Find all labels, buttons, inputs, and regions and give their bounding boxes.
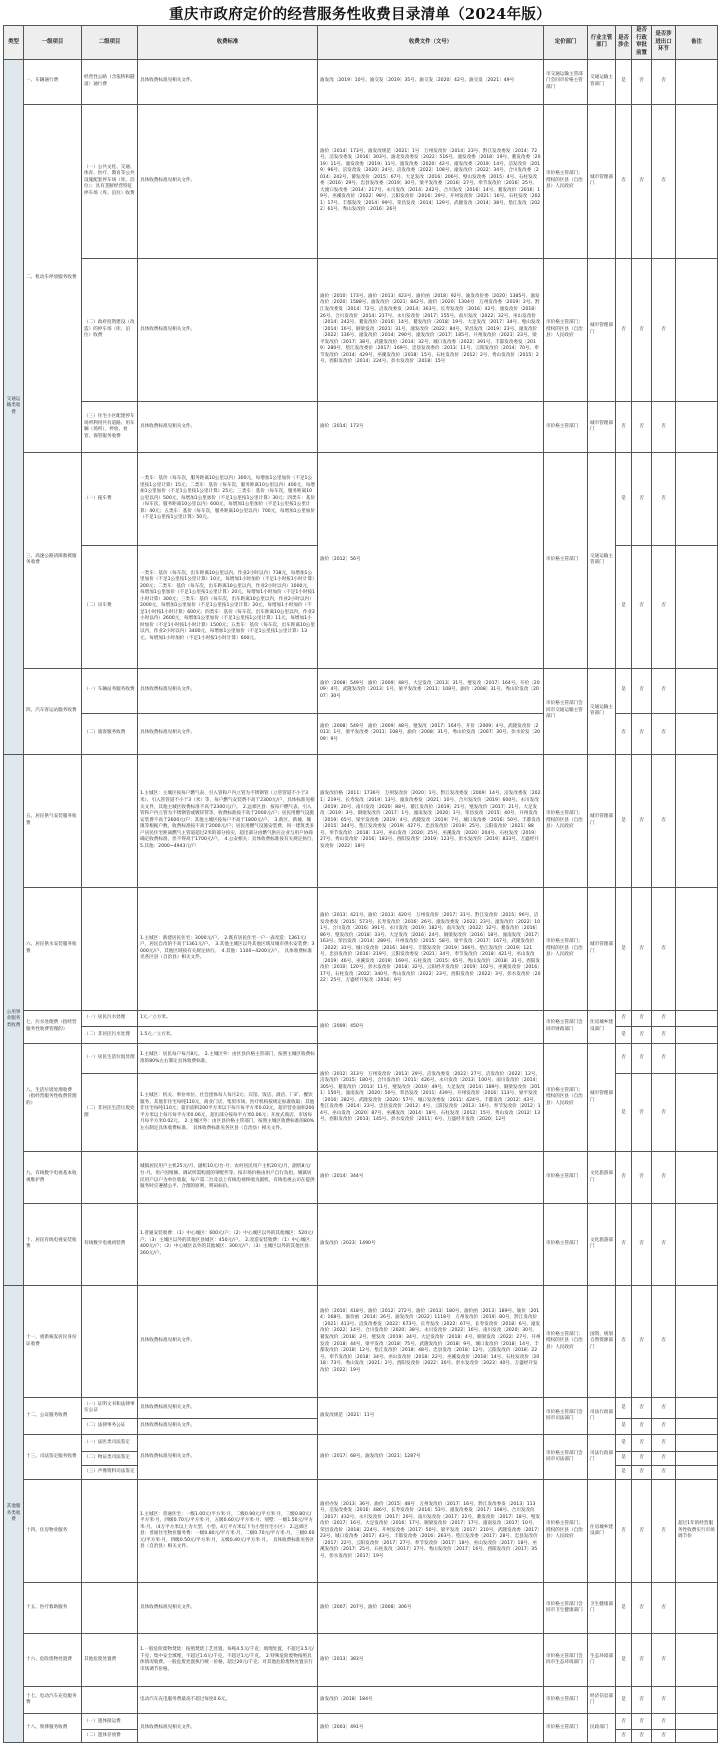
import-export-flag-cell: 否 [652, 1634, 676, 1687]
fee-standard-cell: 具体收费标准见相关文件。 [138, 1285, 318, 1398]
pricing-dept-cell: 市价格主管部门会同市交通运输主管部门 [544, 668, 588, 754]
import-export-flag-cell: 否 [652, 887, 676, 1010]
approval-flag-cell: 否 [632, 1010, 652, 1026]
enterprise-flag-cell: 否 [616, 258, 632, 402]
secondary-item-cell: （二）物证类司法鉴定 [82, 1451, 138, 1465]
fee-standard-cell: 一类车：基价（每车次，服务距离10公里以内）300元，每增加1公里加价（不足1公里按1公里计算）15元；二类车：基价（每车次，服务距离10公里以内）400元，每增加1公里加价（不足1公里按1公里计算）25元；三类车：基价（每车次，服务距离10公里以内）500元，每增加1公里加价（不足1公里按1公里计算）30元；四类车：基价（每车次，服务距离10公里以内）600元，每增加1公里加价（不足1公里按1公里计算）40元；五类车：基价（每车次，服务距离10公里以内）700元，每增加1公里加价（不足1公里按1公里计算）50元。 [138, 453, 318, 545]
secondary-item-cell: （三）声像资料司法鉴定 [82, 1466, 138, 1480]
enterprise-flag-cell: 否 [616, 104, 632, 258]
primary-item-cell: 四、汽车客运站服务收费 [24, 668, 82, 754]
remark-cell [676, 59, 718, 104]
fee-document-cell: 渝价〔2012〕56号 [318, 453, 544, 668]
fee-standard-cell: 1元／立方米。 [138, 1010, 318, 1026]
remark-cell [676, 887, 718, 1010]
import-export-flag-cell: 否 [652, 545, 676, 668]
remark-cell [676, 1152, 718, 1203]
primary-item-cell: 三、高速公路清障救援服务收费 [24, 453, 82, 668]
approval-flag-cell: 否 [632, 402, 652, 453]
secondary-item-cell: （一）证明文书和法律事实公证 [82, 1398, 138, 1419]
secondary-item-cell: （二）非居民污水处理 [82, 1027, 138, 1043]
column-header: 定价部门 [544, 26, 588, 60]
approval-flag-cell: 否 [632, 1152, 652, 1203]
enterprise-flag-cell: 是 [616, 1398, 632, 1419]
enterprise-flag-cell: 是 [616, 453, 632, 545]
table-row [4, 754, 718, 887]
import-export-flag-cell: 否 [652, 402, 676, 453]
fee-document-cell: 渝府办发〔2013〕36号、渝价〔2015〕48号 万州发改价〔2017〕16号、黔江发改委发〔2013〕113号、涪发改委发〔2016〕486号、长寿发改价〔2016〕53号、潼发改委发〔2017〕108号、合川发改价〔2017〕432号、永川发改价〔2017〕20号、南川发改价〔2017〕22号、綦发改价〔2017〕18号、璧发改价〔2017〕16号、大足发改价〔2016〕17号、铜梁发改价〔2017〕17号、潼南发改〔2017〕10号、荣昌发改价〔2018〕224号、开州发改委〔2017〕50号、梁平发改〔2017〕210号、武隆发改委〔2017〕23号、城口发改委〔2017〕43号、丰都发改委〔2016〕263号、垫江发改委〔2017〕28号、忠县发改价〔2017〕22号、云阳发改价〔2017〕27号、奉节发改价〔2017〕18号、巫山发改价〔2017〕18号、巫溪发改价〔2017〕25号、石柱发改〔2017〕27号、秀山发改价〔2017〕16号、酉阳发改价〔2017〕35号、彭水发改价〔2017〕19号 [318, 1480, 544, 1583]
approval-flag-cell: 否 [632, 104, 652, 258]
pricing-dept-cell: 市价格主管部门会同市司法部门 [544, 1435, 588, 1480]
fee-standard-cell: 具体收费标准见相关文件。 [138, 713, 318, 754]
table-row [4, 1043, 718, 1074]
enterprise-flag-cell: 是 [616, 668, 632, 713]
enterprise-flag-cell: 是 [616, 1074, 632, 1152]
primary-item-cell: 十二、公证服务收费 [24, 1398, 82, 1435]
pricing-dept-cell: 市价格主管部门 [544, 453, 588, 668]
column-header: 备注 [676, 26, 718, 60]
primary-item-cell: 十六、危险废物处置费 [24, 1634, 82, 1687]
enterprise-flag-cell: 是 [616, 1466, 632, 1480]
fee-standard-cell: 城镇居民用户主机25元/月，副机10元/台·月；农村居民用户主机20元/月，副机8元/台·月。用户因维修、调试所需购置的零配件等，按市场价格由用户自行负担。城镇居民用户以户为单位收取，每户第二台及以上有线电视终端为副机，有线电视公司在提供服务时应遵循公平、合理的原则，明码标价。 [138, 1152, 318, 1203]
approval-flag-cell: 否 [632, 1582, 652, 1633]
industry-dept-cell: 司法行政部门 [588, 1398, 616, 1435]
industry-dept-cell: 文化旅游部门 [588, 1203, 616, 1285]
fee-standard-cell: 具体收费标准见相关文件。 [138, 402, 318, 453]
industry-dept-cell: 卫生健康部门 [588, 1582, 616, 1633]
table-row [4, 887, 718, 1010]
enterprise-flag-cell: 否 [616, 1152, 632, 1203]
industry-dept-cell: 交通运输主管部门 [588, 668, 616, 754]
approval-flag-cell: 否 [632, 1027, 652, 1043]
secondary-item-cell: （一）拖车费 [82, 453, 138, 545]
fee-standard-cell: 具体收费标准见相关文件。 [138, 1418, 318, 1434]
fee-standard-cell: 电动汽车充电服务费最高不超过每度0.6元。 [138, 1687, 318, 1714]
industry-dept-cell: 民政部门 [588, 1714, 616, 1743]
pricing-dept-cell: 市价格主管部门；授权的区县（自治县）人民政府 [544, 1043, 588, 1152]
pricing-dept-cell: 市价格主管部门 [544, 1203, 588, 1285]
remark-cell [676, 713, 718, 754]
column-header: 收费标准 [138, 26, 318, 60]
remark-cell [676, 1435, 718, 1451]
import-export-flag-cell: 否 [652, 1466, 676, 1480]
approval-flag-cell: 否 [632, 1043, 652, 1074]
remark-cell [676, 1466, 718, 1480]
import-export-flag-cell: 否 [652, 1418, 676, 1434]
remark-cell [676, 1027, 718, 1043]
import-export-flag-cell: 否 [652, 1152, 676, 1203]
enterprise-flag-cell: 是 [616, 1634, 632, 1687]
remark-cell: 超过1年的经营服务性收费实行市场调节价 [676, 1480, 718, 1583]
industry-dept-cell: 国资、规划自然资源部门 [588, 1285, 616, 1398]
secondary-item-cell: （一）遗体接运费 [82, 1714, 138, 1730]
table-row [4, 1010, 718, 1026]
industry-dept-cell: 城市管理部门 [588, 258, 616, 402]
fee-document-cell: 渝价〔2007〕207号、渝价〔2008〕306号 [318, 1582, 544, 1633]
enterprise-flag-cell: 是 [616, 1418, 632, 1434]
column-header: 是否行政审批前置 [632, 26, 652, 60]
fee-document-cell: 渝价〔2003〕491号 [318, 1714, 544, 1743]
fee-document-cell: 渝价〔2008〕549号 渝价〔2009〕48号、璧发改〔2017〕164号、开价〔2009〕4号、武隆发改价〔2013〕1号、梁平发改委〔2011〕108号、渝价〔2008〕31号、秀山价发改〔2007〕30号、彭水价发〔2009〕9号 [318, 713, 544, 754]
table-header-row [4, 26, 718, 60]
approval-flag-cell: 否 [632, 668, 652, 713]
enterprise-flag-cell: 是 [616, 59, 632, 104]
fee-standard-cell: 具体收费标准见相关文件。 [138, 59, 318, 104]
industry-dept-cell: 住房城乡建设部门 [588, 1480, 616, 1583]
approval-flag-cell: 否 [632, 713, 652, 754]
pricing-dept-cell: 市交通运输主管部门会同市价格主管部门 [544, 59, 588, 104]
remark-cell [676, 1203, 718, 1285]
secondary-item-cell: （一）法医类司法鉴定 [82, 1435, 138, 1451]
import-export-flag-cell: 否 [652, 1203, 676, 1285]
fee-standard-cell: 具体收费标准见相关文件。 [138, 1714, 318, 1743]
approval-flag-cell: 否 [632, 754, 652, 887]
pricing-dept-cell: 市价格主管部门会同市卫生健康部门 [544, 1582, 588, 1633]
import-export-flag-cell: 否 [652, 258, 676, 402]
import-export-flag-cell: 否 [652, 1714, 676, 1730]
fee-document-cell: 渝价〔2014〕173号 [318, 402, 544, 453]
table-row [4, 1582, 718, 1633]
pricing-dept-cell: 市价格主管部门会同市司法部门 [544, 1398, 588, 1435]
approval-flag-cell: 否 [632, 1203, 652, 1285]
fee-standard-cell: 具体收费标准见相关文件。 [138, 668, 318, 713]
fee-type-cell: 交通运输类收费 [4, 59, 24, 754]
fee-document-cell: 渝发改价〔2018〕184号 [318, 1687, 544, 1714]
import-export-flag-cell: 否 [652, 1687, 676, 1714]
fee-standard-cell: 1.主城区：普通住宅：一级1.00元/平方米·月，二级0.90元/平方米·月，三级0.80元/平方米·月，四级0.70元/平方米·月，五级0.60元/平方米·月；别墅：一级1.50元/平方米·月。（4万平方米以上为大型、小型、4万平方米以下为小型住宅小区） 2.远郊区县：普通住宅物业服务费：一级0.80元/平方米·月，二级0.70元/平方米·月，三级0.60元/平方米·月，四级0.50元/平方米·月，五级0.40元/平方米·月。 具体收费标准见各区县（自治县）相关文件。 [138, 1480, 318, 1583]
secondary-item-cell: 经营性公路（含依桥和隧道）通行费 [82, 59, 138, 104]
remark-cell [676, 402, 718, 453]
primary-item-cell: 十八、殡葬服务收费 [24, 1714, 82, 1743]
table-row [4, 59, 718, 104]
fee-catalog-table [3, 25, 718, 1743]
fee-document-cell: 渝价〔2008〕549号 渝价〔2009〕48号、大足发改〔2013〕31号、璧发改〔2017〕164号、开价〔2009〕4号、武隆发改价〔2013〕1号、梁平发改委〔2011〕108号、渝价〔2008〕31号、秀山价发改〔2007〕30号 [318, 668, 544, 713]
table-row [4, 1152, 718, 1203]
primary-item-cell: 十四、住房物业服务 [24, 1480, 82, 1583]
approval-flag-cell: 否 [632, 1634, 652, 1687]
fee-type-cell: 其他服务类收费 [4, 1285, 24, 1742]
column-header: 是否涉进出口环节 [652, 26, 676, 60]
secondary-item-cell: 有线数字电视初装费 [82, 1203, 138, 1285]
import-export-flag-cell: 否 [652, 453, 676, 545]
fee-standard-cell: 具体收费标准见相关文件。 [138, 1398, 318, 1419]
primary-item-cell: 六、居民供水安装服务收费 [24, 887, 82, 1010]
primary-item-cell: 八、生活垃圾处理收费（指经营服务性收费管理的） [24, 1043, 82, 1152]
column-header: 行业主管部门 [588, 26, 616, 60]
fee-standard-cell: 一类车：基价（每车次，出车距离10公里以内，作业2小时以内）738元，每增加1公里加价（不足1公里按1公里计算）10元，每增加1小时加价（不足1小时按1小时计算）200元；二类车：基价（每车次，出车距离10公里以内，作业2小时以内）1000元，每增加1公里加价（不足1公里按1公里计算）20元，每增加1小时加价（不足1小时按1小时计算）300元；三类车：基价（每车次，出车距离10公里以内，作业2小时以内）2000元，每增加1公里加价（不足1公里按1公里计算）20元，每增加1小时加价（不足1小时按1小时计算）600元；四类车：基价（每车次，出车距离10公里以内，作业2小时以内）2600元，每增加1公里加价（不足1公里按1公里计算）11元，每增加1小时加价（不足1小时按1小时计算）1500元；五类车：基价（每车次，出车距离10公里以内，作业2小时以内）3400元，每增加1公里加价（不足1公里按1公里计算）13元，每增加1小时加价（不足1小时按1小时计算）600元。 [138, 545, 318, 668]
industry-dept-cell: 生态环境部门 [588, 1634, 616, 1687]
approval-flag-cell: 否 [632, 1714, 652, 1730]
secondary-item-cell: （一）居民生活垃圾处理 [82, 1043, 138, 1074]
approval-flag-cell: 否 [632, 1285, 652, 1398]
remark-cell [676, 258, 718, 402]
remark-cell [676, 1714, 718, 1730]
pricing-dept-cell: 市价格主管部门 [544, 1687, 588, 1714]
industry-dept-cell: 城市管理部门 [588, 402, 616, 453]
secondary-item-cell: （二）法律事务公证 [82, 1418, 138, 1434]
primary-item-cell: 一、车辆通行费 [24, 59, 82, 104]
enterprise-flag-cell: 是 [616, 887, 632, 1010]
import-export-flag-cell: 否 [652, 1398, 676, 1419]
approval-flag-cell: 否 [632, 545, 652, 668]
pricing-dept-cell: 市价格主管部门 [544, 1152, 588, 1203]
fee-document-cell: 渝价〔2012〕313号 万州发改价〔2013〕29号、涪发改委发〔2022〕27号、涪发改价〔2022〕12号、涪发改价〔2015〕180号、合川发改价〔2011〕426号、永川发改〔2013〕100号、南川发改价〔2014〕305号、綦发改价〔2013〕11号、璧发改价〔2019〕49号、大足发改〔2014〕189号、铜梁发改价〔2011〕150号、潼南发改〔2020〕50号、荣昌发改〔2011〕439号、开州发改价〔2016〕113号、梁平发改〔2016〕282号、武隆发改价〔2020〕57号、城口发改委发〔2011〕424号、丰都发改〔2012〕43号、垫江发改委〔2014〕23号、忠县发改价〔2012〕4号、云阳发改价〔2013〕16号、奉节发改价〔2012〕14号、巫山发改〔2020〕87号、巫溪发改〔2014〕18号、石柱发改〔2012〕15号、秀山发改〔2012〕13号、酉阳发改价〔2013〕145号、彭水发改价〔2011〕6号、万盛经开发改〔2020〕12号 [318, 1043, 544, 1152]
fee-document-cell: 渝价〔2009〕450号 [318, 1010, 544, 1043]
secondary-item-cell [82, 754, 138, 887]
approval-flag-cell: 否 [632, 1074, 652, 1152]
approval-flag-cell: 否 [632, 1418, 652, 1434]
pricing-dept-cell: 市价格主管部门会同市生态环境部门 [544, 1634, 588, 1687]
column-header: 类型 [4, 26, 24, 60]
remark-cell [676, 1582, 718, 1633]
fee-document-cell: 渝价〔2017〕68号、渝发改价〔2021〕1287号 [318, 1435, 544, 1480]
table-row [4, 104, 718, 258]
primary-item-cell: 十七、电动汽车充电服务费 [24, 1687, 82, 1714]
pricing-dept-cell: 市价格主管部门；授权的区县（自治县）人民政府 [544, 754, 588, 887]
enterprise-flag-cell: 否 [616, 1480, 632, 1583]
approval-flag-cell: 否 [632, 1687, 652, 1714]
secondary-item-cell [82, 1582, 138, 1633]
table-row [4, 1203, 718, 1285]
industry-dept-cell: 司法行政部门 [588, 1435, 616, 1480]
fee-type-cell: 公用事业服务类收费 [4, 754, 24, 1285]
column-header: 是否涉企 [616, 26, 632, 60]
secondary-item-cell [82, 1152, 138, 1203]
approval-flag-cell: 否 [632, 1398, 652, 1419]
fee-document-cell: 渝价〔2014〕344号 [318, 1152, 544, 1203]
fee-document-cell: 渝发改价〔2023〕1490号 [318, 1203, 544, 1285]
fee-document-cell: 渝价〔2013〕383号 [318, 1634, 544, 1687]
import-export-flag-cell: 否 [652, 713, 676, 754]
secondary-item-cell: 其他危废处置费 [82, 1634, 138, 1687]
remark-cell [676, 1730, 718, 1743]
table-row [4, 668, 718, 713]
enterprise-flag-cell: 是 [616, 1582, 632, 1633]
fee-standard-cell: 1.一般危险废物焚烧：按照焚烧工艺处置，每吨4.5元/千克；填埋处置，不超过3.5元/千克；集中安全填埋，不超过1.6元/千克，不超过1元/千克。 2.特殊危险废物按照具体情况收费。一般危废处置执行统一价格，超过20元/千克；对其他危险废物处置实行市场调节价格。 [138, 1634, 318, 1687]
remark-cell [676, 754, 718, 887]
enterprise-flag-cell: 否 [616, 1203, 632, 1285]
remark-cell [676, 668, 718, 713]
secondary-item-cell [82, 1480, 138, 1583]
secondary-item-cell: （二）政府投资建设（改造）的停车场（库、泊位）收费 [82, 258, 138, 402]
approval-flag-cell: 否 [632, 258, 652, 402]
fee-standard-cell: 1.主城区：主城区按每户燃气表、引入管和户内立管为不锈钢管（立管管道不小于3米）、引入管管道不小于3（米）等，每户燃气安装费不高于2300元/户，具体标准见相关文件，其他主城区收费标准不高于2300元/户。 2.远郊区县：按每户燃气表、引入管和户内立管为不锈钢管或镀锌管等，收费标准按不高于2000元/户；居民用燃气设施安装费不高于2600元/户；其他主城区按每户不高于1800元/户。 3.新区、新城、城镇等根据户数，收费标准按不高于2000元/户；居民用燃气设施安装费，同一建筑类多户居民住宅距离燃气主管道超过2米的部分按实，超出部分由燃气供应企业与用户协商确定收费标准，但不得高于1700元/户。 4.公安相关：具体收费标准按有关规定执行。 5.其他：2000~4943元/户 [138, 754, 318, 887]
approval-flag-cell: 否 [632, 1730, 652, 1743]
secondary-item-cell: （三）住宅小区配建停车场所利用共有道路、用车辆（场所）、停放、看管、保管服务收费 [82, 402, 138, 453]
remark-cell [676, 545, 718, 668]
secondary-item-cell: （一）公共文化、交通、体育、医疗、教育等公共设施配套停车场（库、泊位）；具有垄断经营特征停车场（库、泊位）收费 [82, 104, 138, 258]
fee-standard-cell: 1.5元／立方米。 [138, 1027, 318, 1043]
fee-document-cell: 渝价〔2010〕173号、渝价〔2013〕423号、渝价函〔2018〕92号、渝发改价委〔2020〕1385号、渝发改价〔2020〕1588号、渝发改价〔2021〕842号、渝价〔2020〕1304号 万州发改委〔2019〕2号、黔江发改委发〔2014〕72号、涪发改委发〔2014〕303号、长寿发改价〔2016〕42号、潼发改价〔2018〕26号、合川发改价〔2014〕217号、永川发改价〔2017〕155号、南川发改〔2022〕32号、巫山发改价〔2014〕242号、綦发改价〔2016〕14号、綦发改价〔2018〕19号、大足发改〔2017〕34号、璧山发改〔2014〕16号、铜梁发改〔2021〕31号、潼发改价〔2022〕84号、荣昌发改〔2019〕23号、潼发改价〔2022〕136号、潼发改价〔2014〕290号、潼发改价〔2017〕185号、开州发改价〔2021〕23号、梁平发改价〔2017〕38号、武隆发改价〔2014〕32号、城口发改委〔2022〕391号、丰都发改委发〔2019〕280号、垫江发改委价〔2017〕169号、忠县发改委价〔2013〕11号、云阳发改价〔2014〕70号、奉节发改价〔2014〕429号、巫溪发改价〔2018〕15号、石柱发改价〔2012〕2号、秀山发改价〔2015〕2号、酉阳发改价〔2014〕224号、彭水发改价〔2018〕15号 [318, 258, 544, 402]
remark-cell [676, 1043, 718, 1074]
pricing-dept-cell: 市价格主管部门；授权的区县（自治县）人民政府 [544, 258, 588, 402]
fee-document-cell: 渝价〔2013〕421号、渝价〔2013〕420号 万州发改价〔2017〕31号、黔江发改价〔2015〕96号、涪发改委发〔2015〕573号、长寿发改价〔2016〕26号、潼发改委发〔2022〕23号、潼发改价〔2022〕101号、合川发改〔2016〕391号、永川发改〔2019〕182号、南川发改〔2022〕32号、綦发改价〔2016〕86号、璧发改价〔2018〕33号、大足发改〔2016〕24号、铜梁发改价〔2016〕18号、潼南发改〔2017〕163号、荣昌发改〔2014〕289号、开州发改价〔2015〕58号、梁平发改〔2017〕167号、武隆发改价〔2022〕31号、城口发改价〔2016〕304号、丰都发改价〔2019〕166号、垫江发改价〔2019〕121号、忠县发改价〔2016〕219号、云阳发改委发〔2021〕34号、奉节发改价〔2018〕421号、巫山发改〔2019〕46号、巫溪发改〔2019〕169号、石柱发改〔2015〕65号、秀山发改价〔2018〕31号、酉阳发改价〔2010〕120号、彭水发改价〔2018〕32号、云阳经开发改价〔2019〕102号、巫溪发改价〔2016〕17号、石柱发改〔2022〕340号、秀山发改价〔2022〕23号、酉阳发改价〔2022〕3号、彭水发改价〔2022〕25号、万盛经开发改〔2016〕9号 [318, 887, 544, 1010]
table-row [4, 1398, 718, 1419]
primary-item-cell: 七、污水处理费（指经营服务性收费管理的） [24, 1010, 82, 1043]
table-row [4, 258, 718, 402]
primary-item-cell: 十五、医疗救助服务 [24, 1582, 82, 1633]
import-export-flag-cell: 否 [652, 1582, 676, 1633]
industry-dept-cell: 交通运输主管部门 [588, 59, 616, 104]
import-export-flag-cell: 否 [652, 1451, 676, 1465]
pricing-dept-cell: 市价格主管部门；授权的区县（自治县）人民政府 [544, 887, 588, 1010]
industry-dept-cell: 文化旅游部门 [588, 1152, 616, 1203]
fee-document-cell: 渝价〔2010〕418号、渝价〔2012〕272号、渝价〔2013〕180号、渝价函〔2013〕189号、渝价〔2014〕168号、渝价函〔2014〕26号、渝发改价〔2022〕1118号 万州发改价〔2019〕80号、黔江发改价〔2021〕413号、涪发改委发〔2022〕673号、长寿发改〔2022〕67号、长寿发改价〔2018〕6号、潼发改价〔2022〕14号、合川发改价〔2020〕38号、永川发改价〔2022〕16号、南川发改〔2020〕30号、綦发改价〔2018〕2号、璧发改〔2019〕34号、大足发改价〔2018〕4号、铜梁发改〔2022〕27号、开州发改〔2018〕44号、梁平发改〔2018〕75号、武隆发改价〔2018〕9号、城口发改价〔2018〕14号、丰都发改价〔2018〕12号、垫江发改价〔2018〕48号、忠县发改〔2018〕12号、云阳发改价〔2018〕22号、奉节发改价〔2018〕34号、巫山发改价〔2018〕22号、巫溪发改价〔2018〕14号、石柱发改价〔2018〕73号、秀山发改〔2021〕2号、酉阳发改价〔2022〕30号、彭水发改价〔2023〕40号、万盛经开发改价〔2022〕19号 [318, 1285, 544, 1398]
import-export-flag-cell: 否 [652, 668, 676, 713]
column-header: 二级项目 [82, 26, 138, 60]
fee-standard-cell: 具体收费标准见相关文件。 [138, 104, 318, 258]
approval-flag-cell: 否 [632, 1466, 652, 1480]
secondary-item-cell: （二）旅客服务收费 [82, 713, 138, 754]
secondary-item-cell: （一）车辆站务服务收费 [82, 668, 138, 713]
fee-standard-cell: 1.主城区：新建居民住宅：3000元/户。 2.既有居民住宅一户一表改造：1361元/户，居民自改的不高于1361元/户。 3.其他主城区以外其他区域及城市供水安装费：3000元/户，其他区域按有关规定执行。 4.其他：1100~4200元/户。 具体收费标准见各区县（自治县）相关文件。 [138, 887, 318, 1010]
fee-document-cell: 渝发改规范〔2021〕11号 [318, 1398, 544, 1435]
industry-dept-cell: 城市管理部门 [588, 104, 616, 258]
pricing-dept-cell: 市价格主管部门 [544, 1714, 588, 1743]
column-header: 一级项目 [24, 26, 82, 60]
document-title: 重庆市政府定价的经营服务性收费目录清单（2024年版） [169, 6, 551, 23]
industry-dept-cell: 城市管理部门 [588, 1043, 616, 1152]
remark-cell [676, 1010, 718, 1026]
table-row [4, 1634, 718, 1687]
fee-document-cell: 渝发改〔2019〕10号、渝交发〔2019〕35号、渝交发〔2020〕42号、渝交发〔2021〕49号 [318, 59, 544, 104]
secondary-item-cell [82, 887, 138, 1010]
secondary-item-cell [82, 1687, 138, 1714]
import-export-flag-cell: 否 [652, 754, 676, 887]
fee-standard-cell: 具体收费标准见相关文件。 [138, 1435, 318, 1480]
enterprise-flag-cell: 否 [616, 1285, 632, 1398]
table-row [4, 1285, 718, 1398]
pricing-dept-cell: 市价格主管部门 [544, 402, 588, 453]
table-row [4, 453, 718, 545]
enterprise-flag-cell: 是 [616, 754, 632, 887]
pricing-dept-cell: 市价格主管部门；授权的区县（自治县）人民政府 [544, 1480, 588, 1583]
import-export-flag-cell: 否 [652, 1043, 676, 1074]
table-row [4, 402, 718, 453]
remark-cell [676, 1398, 718, 1419]
remark-cell [676, 1634, 718, 1687]
import-export-flag-cell: 否 [652, 1480, 676, 1583]
remark-cell [676, 1285, 718, 1398]
secondary-item-cell: （二）遗体存放费 [82, 1730, 138, 1743]
approval-flag-cell: 否 [632, 59, 652, 104]
secondary-item-cell [82, 1285, 138, 1398]
approval-flag-cell: 否 [632, 453, 652, 545]
primary-item-cell: 二、机动车停放服务收费 [24, 104, 82, 453]
fee-standard-cell: 1.普通安装收费：（1）中心城区：600元/户；（2）中心城区以外的其他城区：520元/户；（3）主城区以外的其他区县城区：450元/户。 2.改造安装收费：（1）中心城区：400元/户；（2）中心城区以外的其他城区：300元/户；（3）主城区以外的其他区县：260元/户。 [138, 1203, 318, 1285]
import-export-flag-cell: 否 [652, 1285, 676, 1398]
enterprise-flag-cell: 是 [616, 1451, 632, 1465]
table-row [4, 1480, 718, 1583]
import-export-flag-cell: 否 [652, 59, 676, 104]
enterprise-flag-cell: 是 [616, 1687, 632, 1714]
import-export-flag-cell: 否 [652, 1730, 676, 1743]
enterprise-flag-cell: 否 [616, 1043, 632, 1074]
table-row [4, 1435, 718, 1451]
enterprise-flag-cell: 否 [616, 1010, 632, 1026]
enterprise-flag-cell: 否 [616, 402, 632, 453]
industry-dept-cell: 城市管理部门 [588, 887, 616, 1010]
primary-item-cell: 十一、重新核发居民身份证收费 [24, 1285, 82, 1398]
import-export-flag-cell: 否 [652, 104, 676, 258]
secondary-item-cell: （二）非居民生活垃圾处理 [82, 1074, 138, 1152]
pricing-dept-cell: 市价格主管部门会同市财政部门 [544, 1010, 588, 1043]
primary-item-cell: 十、居民有线电视安装收费 [24, 1203, 82, 1285]
primary-item-cell: 五、居民供气安装服务收费 [24, 754, 82, 887]
approval-flag-cell: 否 [632, 887, 652, 1010]
industry-dept-cell: 交通运输主管部门 [588, 453, 616, 668]
enterprise-flag-cell: 否 [616, 1714, 632, 1730]
enterprise-flag-cell: 是 [616, 1435, 632, 1451]
import-export-flag-cell: 否 [652, 1010, 676, 1026]
column-header: 收费文件（文号） [318, 26, 544, 60]
fee-document-cell: 渝发改价格〔2011〕1736号 万州发改价〔2020〕1号、黔江发改委发〔2009〕14号、涪发改委发〔2021〕219号、长寿发改〔2019〕13号、潼发改委发〔2021〕10号、合川发改价〔2019〕600号、永川发改〔2019〕20号、南川发改〔2020〕88号、綦江发改价〔2019〕21号、璧发改价〔2017〕21号、大足发改〔2019〕3号、铜梁发改价〔2017〕1号、潼南发改〔2020〕1号、荣昌发改〔2015〕40号、开州发改〔2019〕65号、梁平发改委〔2019〕4号、武隆发改〔2019〕7号、城口发改委〔2016〕50号、丰都发改〔2015〕344号、垫江发改委发〔2019〕427号、忠县发改价〔2019〕25号、云阳发改价〔2021〕88号、奉节发改价〔2018〕13号、巫山发改〔2020〕25号、巫溪发改〔2020〕204号、石柱发改〔2019〕27号、秀山发改价〔2016〕183号、酉阳发改价〔2019〕123号、彭水发改价〔2019〕833号、万盛经开发改价〔2022〕18号 [318, 754, 544, 887]
import-export-flag-cell: 否 [652, 1435, 676, 1451]
fee-standard-cell: 1.主城区：居民每户每月8元。 2.主城区外：由区县价格主管部门，按照主城区收费标准的80%左右制定具体收费标准。 [138, 1043, 318, 1074]
remark-cell [676, 1687, 718, 1714]
enterprise-flag-cell: 否 [616, 713, 632, 754]
approval-flag-cell: 否 [632, 1480, 652, 1583]
remark-cell [676, 1074, 718, 1152]
primary-item-cell: 十三、司法鉴定服务收费 [24, 1435, 82, 1480]
table-row [4, 1714, 718, 1730]
approval-flag-cell: 否 [632, 1451, 652, 1465]
remark-cell [676, 1451, 718, 1465]
import-export-flag-cell: 否 [652, 1074, 676, 1152]
remark-cell [676, 453, 718, 545]
remark-cell [676, 1418, 718, 1434]
table-row [4, 1687, 718, 1714]
approval-flag-cell: 否 [632, 1435, 652, 1451]
industry-dept-cell: 住房城乡建设部门 [588, 1010, 616, 1043]
fee-standard-cell: 1.主城区：机关、事业单位、社会团体每人每月2元；宾馆、饭店、酒店、厂矿、餐饮服务、其他非住宅每吨110元，商业门店、集贸市场、医疗机构按规定标准收取；其他非住宅每吨110元；超市面积200平方米以下每月每平方米0.03元，超市营业面积200平方米以上每月每平方米0.06元，超出部分按每平方米0.06元；开放式商店、市场每月每平方米0.02元。 2.主城区外：由区县价格主管部门，按照主城区收费标准的80%左右制定具体收费标准。 具体收费标准见各区县（自治县）相关文件。 [138, 1074, 318, 1152]
import-export-flag-cell: 否 [652, 1027, 676, 1043]
pricing-dept-cell: 市价格主管部门；授权的区县（自治县）人民政府 [544, 104, 588, 258]
remark-cell [676, 104, 718, 258]
enterprise-flag-cell: 是 [616, 1027, 632, 1043]
industry-dept-cell: 城市管理部门 [588, 754, 616, 887]
fee-standard-cell: 具体收费标准见相关文件。 [138, 1582, 318, 1633]
enterprise-flag-cell: 是 [616, 545, 632, 668]
fee-standard-cell: 具体收费标准见相关文件。 [138, 258, 318, 402]
pricing-dept-cell: 市价格主管部门；授权的区县（自治县）人民政府 [544, 1285, 588, 1398]
enterprise-flag-cell: 否 [616, 1730, 632, 1743]
industry-dept-cell: 经济信息部门 [588, 1687, 616, 1714]
fee-document-cell: 渝价〔2014〕173号、渝发改规范〔2021〕1号 万州发改价〔2014〕23号、黔江发改委发〔2014〕72号、涪发改委发〔2016〕303号、渝北发改委发〔2022〕516号、潼发改委〔2018〕19号、綦发改委〔2019〕11号、潼发改委〔2019〕11号、潼发改委〔2020〕42号、潼发改委〔2019〕14号、涪发改价〔2019〕96号、涪发改发〔2020〕24号、涪发改委〔2022〕108号、潼发改价〔2022〕34号、合川发改委〔2014〕242号、綦发改价〔2015〕67号、大足发改〔2016〕206号、璧山发改委〔2015〕4号、石柱发改委〔2016〕29号、忠县发改委〔2019〕30号、梁平发改委〔2016〕27号、奉节发改价〔2016〕25号、大渡口发改委〔2014〕217号、永川发改〔2014〕242号、合川发改〔2016〕14号、綦发改价〔2016〕19号、巫溪发改价〔2022〕98号、云阳发改价〔2016〕29号、开州发改价〔2021〕16号、石柱发改〔2021〕17号、丰都发改〔2014〕99号、荣昌发改〔2014〕129号、武隆发改〔2014〕38号、垫江发改〔2022〕61号、秀山发改价〔2016〕26号 [318, 104, 544, 258]
secondary-item-cell: （二）吊车费 [82, 545, 138, 668]
secondary-item-cell: （一）居民污水处理 [82, 1010, 138, 1026]
primary-item-cell: 九、有线数字电视基本收视维护费 [24, 1152, 82, 1203]
